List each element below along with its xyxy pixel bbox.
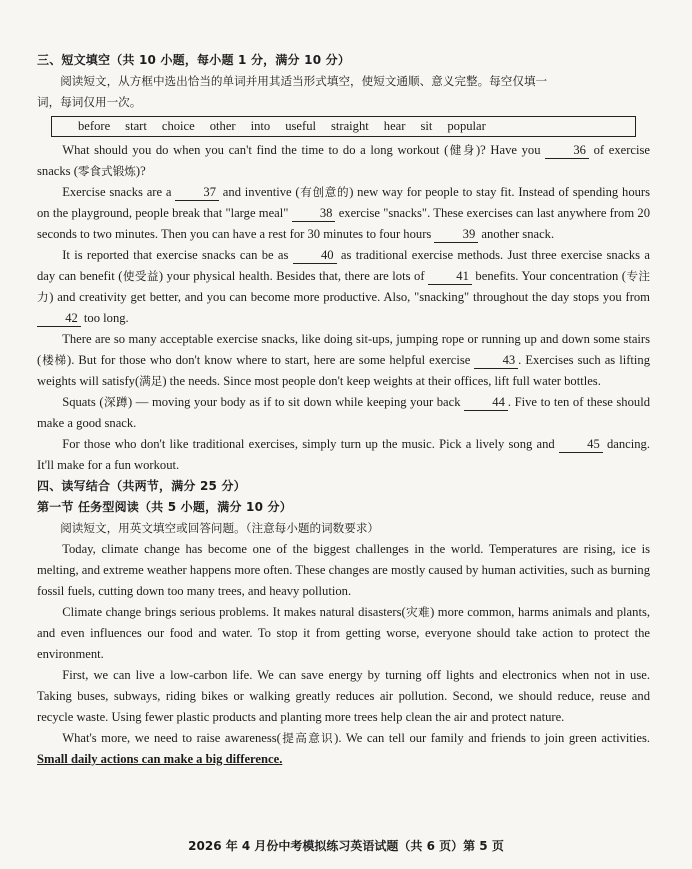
blank-38[interactable]: 38 xyxy=(292,206,336,222)
section3-heading: 三、短文填空（共 10 小题，每小题 1 分，满分 10 分） xyxy=(37,53,351,67)
passage-paragraph-2: Exercise snacks are a 37 and inventive (有创意的) new way for people to stay fit. Instead of spending hours on the playground, people break that "large meal" 38 exercise "snacks". These exercises can last anywhere from 20 seconds to two minutes. Then you can have a rest for 30 minutes to four hours 39 another snack. xyxy=(37,185,651,241)
blank-41[interactable]: 41 xyxy=(428,269,472,285)
passage-paragraph-6: For those who don't like traditional exercises, simply turn up the music. Pick a lively song and 45 dancing. It'll make for a fun workout. xyxy=(37,437,650,472)
blank-39[interactable]: 39 xyxy=(434,227,478,243)
section4-heading: 四、读写结合（共两节，满分 25 分） xyxy=(37,479,246,493)
instruction-line-2: 词，每词仅用一次。 xyxy=(37,95,142,109)
instruction-line-1: 阅读短文，从方框中选出恰当的单词并用其适当形式填空，使短文通顺、意义完整。每空仅填一 xyxy=(60,74,548,88)
passage-paragraph-1: What should you do when you can't find the time to do a long workout (健身)? Have you 36 of exercise snacks (零食式锻炼)? xyxy=(37,143,650,178)
word-bank-box xyxy=(51,116,636,137)
passage-paragraph-5: Squats (深蹲) — moving your body as if to sit down while keeping your back 44 . Five to ten of these should make a good snack. xyxy=(37,395,650,430)
word-bank-item: sit xyxy=(420,119,433,133)
word-bank-item: other xyxy=(209,119,236,133)
blank-36[interactable]: 36 xyxy=(545,143,589,159)
word-bank-item: popular xyxy=(447,119,486,133)
section4-part1-heading: 第一节 任务型阅读（共 5 小题，满分 10 分） xyxy=(37,500,292,514)
passage-paragraph-4: There are so many acceptable exercise snacks, like doing sit-ups, jumping rope or running up and down some stairs (楼梯). But for those who don't know where to start, here are some helpful exercise 43 . Exercises such as lifting weights will satisfy(满足) the needs. Since most people don't keep weights at their offices, lift full water bottles. xyxy=(37,332,650,388)
blank-43[interactable]: 43 xyxy=(474,353,518,369)
blank-45[interactable]: 45 xyxy=(559,437,603,453)
word-bank-item: before xyxy=(78,119,111,133)
word-bank-item: hear xyxy=(383,119,406,133)
emphasized-sentence: Small daily actions can make a big difference. xyxy=(37,752,283,766)
blank-40[interactable]: 40 xyxy=(293,248,337,264)
page-footer: 2026 年 4 月份中考模拟练习英语试题（共 6 页）第 5 页 xyxy=(188,839,504,853)
reading-paragraph-2: Climate change brings serious problems. It makes natural disasters(灾难) more common, harms animals and plants, and even influences our food and water. To stop it from getting worse, everyone should take action to protect the environment. xyxy=(37,605,650,661)
blank-37[interactable]: 37 xyxy=(175,185,219,201)
passage-paragraph-3: It is reported that exercise snacks can be as 40 as traditional exercise methods. Just three exercise snacks a day can benefit (使受益) your physical health. Besides that, there are lots of 41 benefits. Your concentration (专注力) and creativity get better, and you can become more productive. Also, "snacking" throughout the day stops you from 42 too long. xyxy=(37,248,651,325)
blank-42[interactable]: 42 xyxy=(37,311,81,327)
word-bank-item: into xyxy=(250,119,271,133)
section4-instruction: 阅读短文，用英文填空或回答问题。（注意每小题的词数要求） xyxy=(60,521,380,535)
reading-paragraph-3: First, we can live a low-carbon life. We can save energy by turning off lights and electronics when not in use. Taking buses, subways, riding bikes or walking greatly reduces air pollution. Second, we should reduce, reuse and recycle waste. Using fewer plastic products and planting more trees help clean the air and protect nature. xyxy=(37,668,650,724)
word-bank-item: useful xyxy=(285,119,316,133)
word-bank-item: start xyxy=(125,119,147,133)
blank-44[interactable]: 44 xyxy=(464,395,508,411)
word-bank-item: straight xyxy=(331,119,369,133)
word-bank-item: choice xyxy=(161,119,195,133)
reading-paragraph-1: Today, climate change has become one of the biggest challenges in the world. Temperatures are rising, ice is melting, and extreme weather happens more often. These changes are mostly caused by human activities, such as burning fossil fuels, cutting down too many trees, and heavy pollution. xyxy=(37,542,650,598)
section3-instruction xyxy=(37,71,650,113)
reading-paragraph-4: What's more, we need to raise awareness(提高意识). We can tell our family and friends to join green activities. Small daily actions can make a big difference. xyxy=(37,731,650,766)
